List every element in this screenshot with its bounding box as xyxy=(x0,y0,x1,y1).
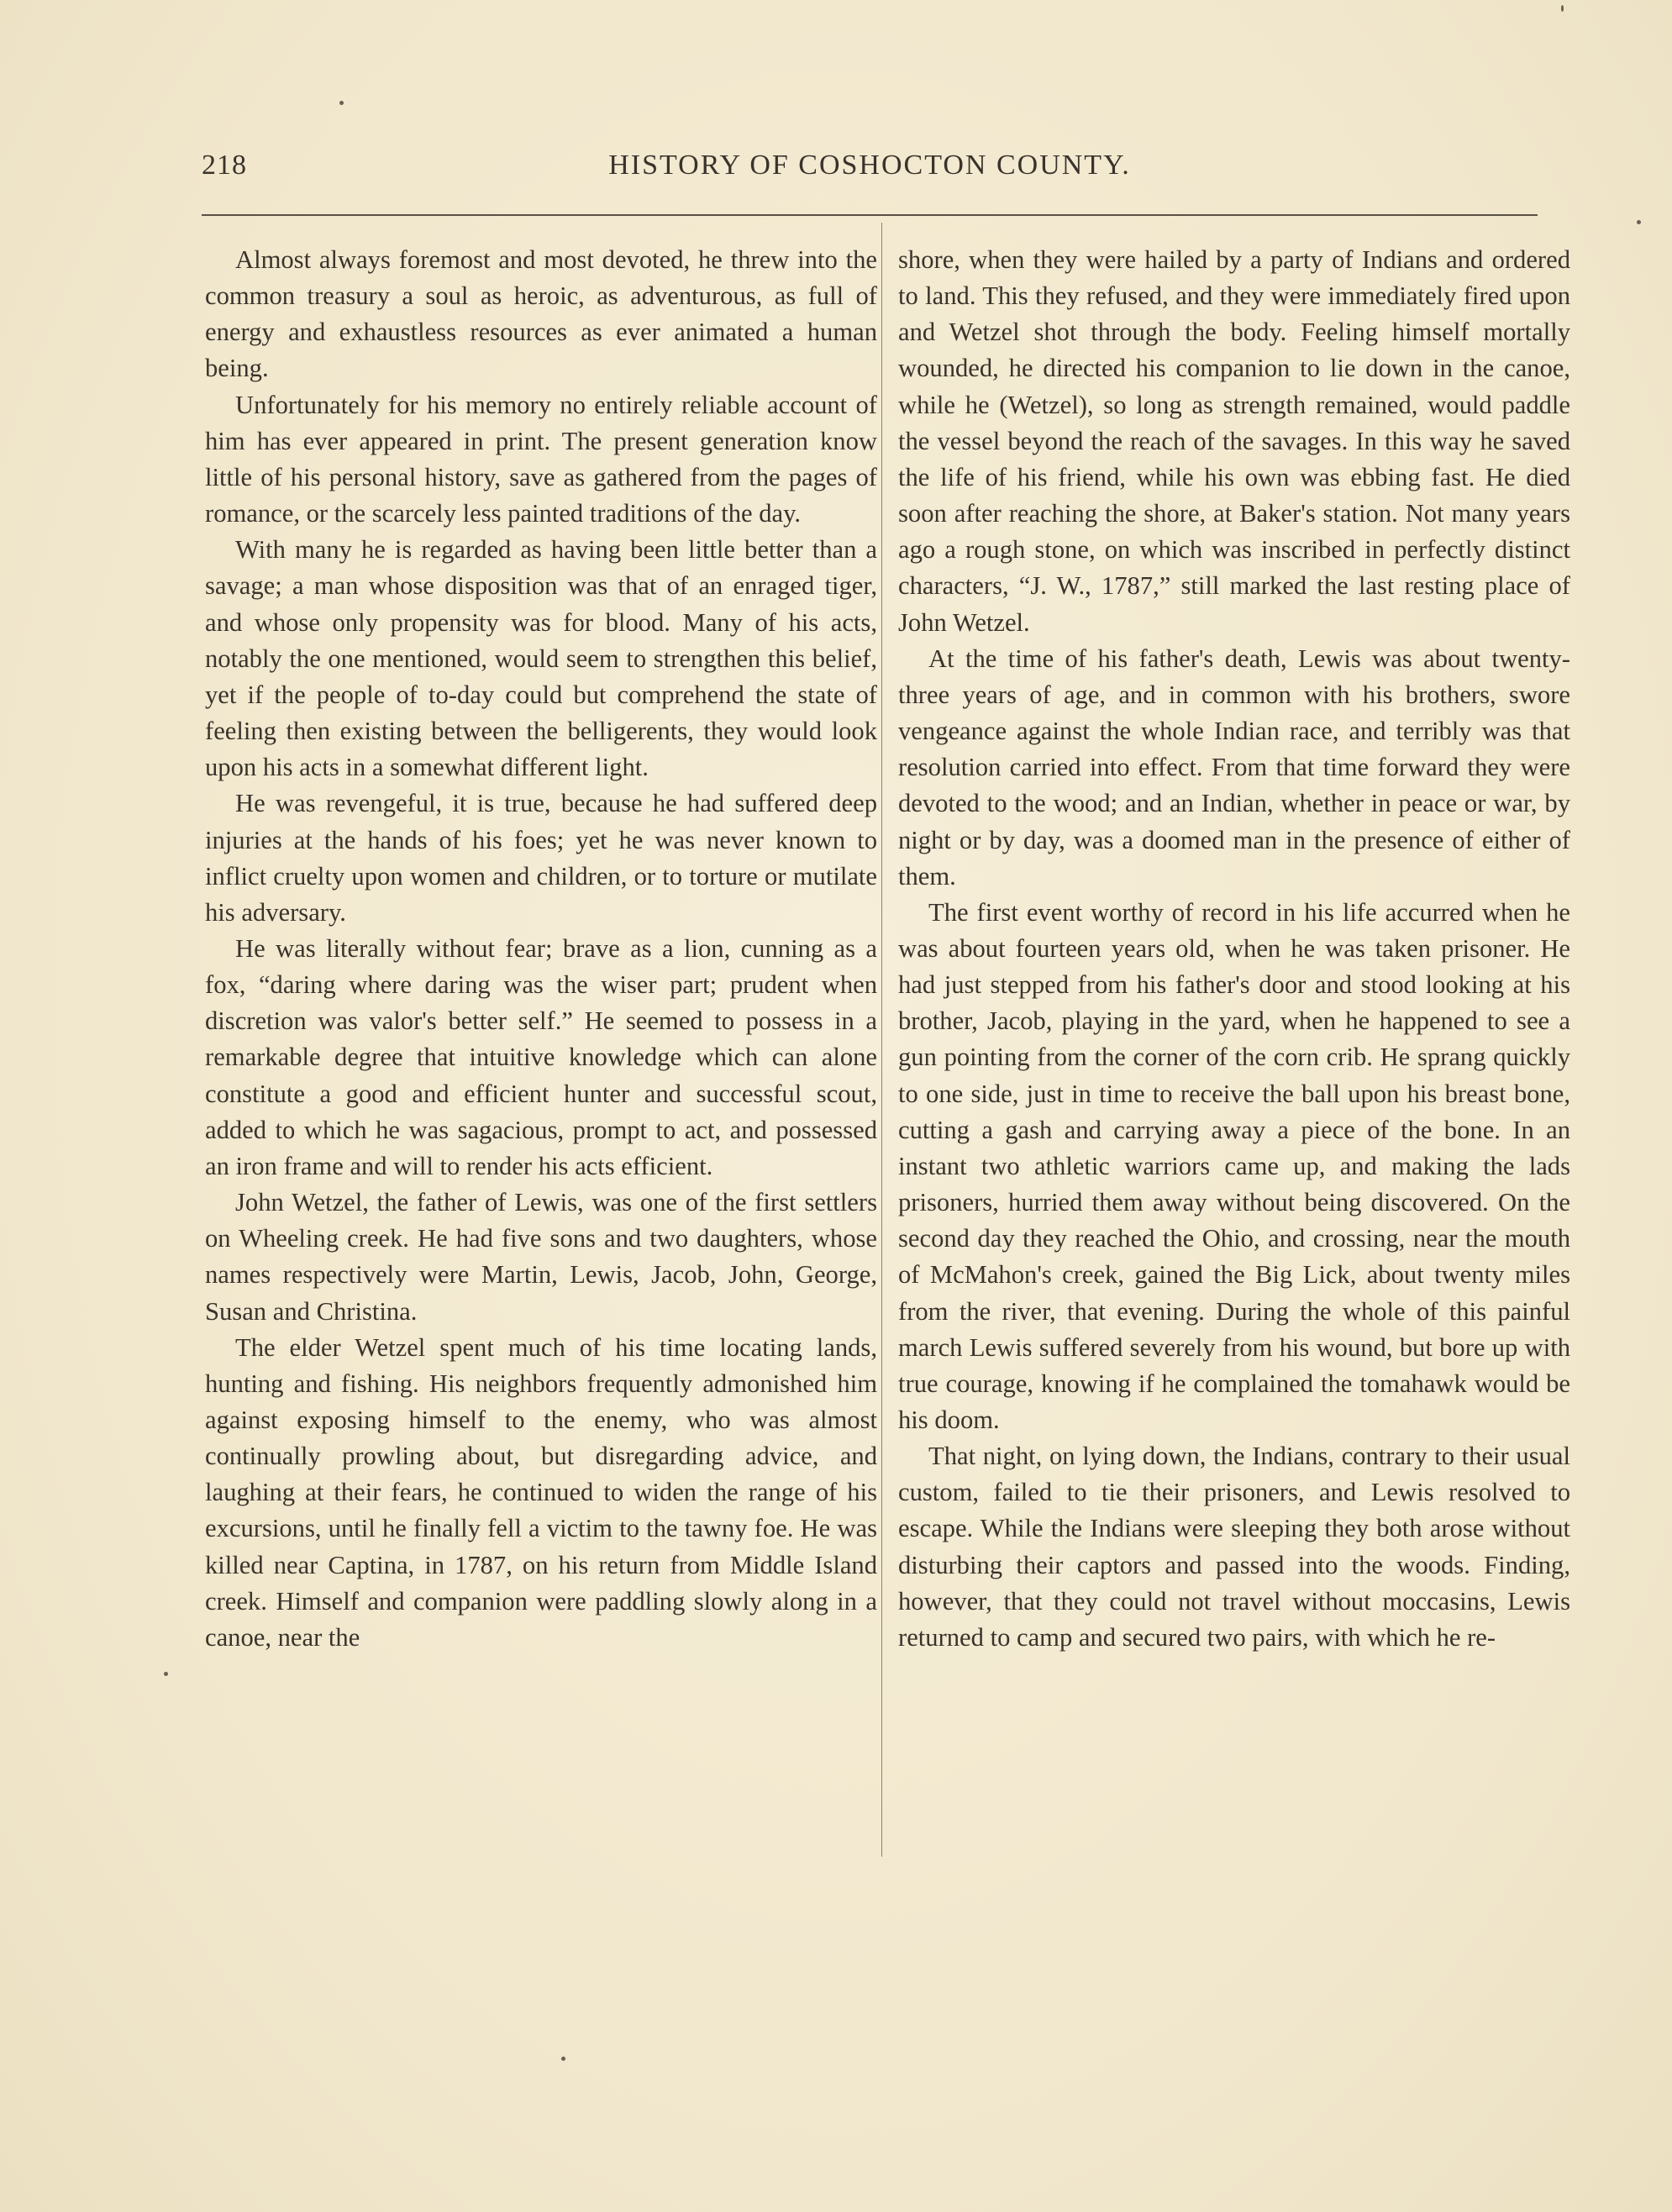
paragraph: The first event worthy of record in his life accurred when he was about fourteen years old, when he was taken prisoner. He had just stepped from his father's door and stood looking at his brother, Jacob, playing in the yard, when he happened to see a gun pointing from the corner of the corn crib. He sprang quickly to one side, just in time to receive the ball upon his breast bone, cutting a gash and carrying away a piece of the bone. In an instant two athletic warriors came up, and making the lads prisoners, hurried them away without being discovered. On the second day they reached the Ohio, and crossing, near the mouth of McMahon's creek, gained the Big Lick, about twenty miles from the river, that evening. During the whole of this painful march Lewis suffered severely from his wound, but bore up with true courage, knowing if he complained the tomahawk would be his doom. xyxy=(898,897,1570,1434)
paragraph: Almost always foremost and most devoted, he threw into the common treasury a soul as heroic, as adventurous, as full of energy and exhaustless resources as ever animated a human being. xyxy=(205,245,877,383)
page-header xyxy=(202,150,1538,200)
continued-paragraph: shore, when they were hailed by a party of Indians and ordered to land. This they refused, and they were immediately fired upon and Wetzel shot through the body. Feeling himself mortally wounded, he directed his companion to lie down in the canoe, while he (Wetzel), so long as strength remained, would paddle the vessel beyond the reach of the savages. In this way he saved the life of his friend, while his own was ebbing fast. He died soon after reaching the shore, at Baker's station. Not many years ago a rough stone, on which was inscribed in perfectly distinct characters, “J. W., 1787,” still marked the last resting place of John Wetzel. xyxy=(898,245,1570,637)
paragraph: The elder Wetzel spent much of his time locating lands, hunting and fishing. His neighbors frequently admonished him against exposing himself to the enemy, who was almost continually prowling about, but disregarding advice, and laughing at their fears, he continued to widen the range of his excursions, until he finally fell a victim to the tawny foe. He was killed near Captina, in 1787, on his return from Middle Island creek. Himself and companion were paddling slowly along in a canoe, near the xyxy=(205,1332,877,1652)
left-column xyxy=(205,242,877,1656)
ink-speck xyxy=(164,1672,168,1676)
paragraph: John Wetzel, the father of Lewis, was one of the first settlers on Wheeling creek. He had five sons and two daughters, whose names respectively were Martin, Lewis, Jacob, John, George, Susan and Christina. xyxy=(205,1188,877,1326)
paragraph: He was literally without fear; brave as a lion, cunning as a fox, “daring where daring was the wiser part; prudent when discretion was valor's better self.” He seemed to possess in a remarkable degree that intuitive knowledge which can alone constitute a good and efficient hunter and successful scout, added to which he was sagacious, prompt to act, and possessed an iron frame and will to render his acts efficient. xyxy=(205,933,877,1180)
header-rule xyxy=(202,214,1538,216)
page-number: 218 xyxy=(202,150,247,181)
paragraph: Unfortunately for his memory no entirely reliable account of him has ever appeared in print. The present generation know little of his personal history, save as gathered from the pages of romance, or the scarcely less painted traditions of the day. xyxy=(205,390,877,528)
paragraph: He was revengeful, it is true, because he had suffered deep injuries at the hands of his foes; yet he was never known to inflict cruelty upon women and children, or to torture or mutilate his adversary. xyxy=(205,789,877,927)
ink-speck xyxy=(1561,5,1564,12)
ink-speck xyxy=(561,2057,565,2061)
ink-speck xyxy=(339,101,344,105)
paragraph: At the time of his father's death, Lewis was about twenty-three years of age, and in common with his brothers, swore vengeance against the whole Indian race, and terribly was that resolution carried into effect. From that time forward they were devoted to the wood; and an Indian, whether in peace or war, by night or by day, was a doomed man in the presence of either of them. xyxy=(898,644,1570,891)
ink-speck xyxy=(1637,220,1641,224)
paragraph: That night, on lying down, the Indians, contrary to their usual custom, failed to tie their prisoners, and Lewis resolved to escape. While the Indians were sleeping they both arose without disturbing their captors and passed into the woods. Finding, however, that they could not travel without moccasins, Lewis returned to camp and secured two pairs, with which he re- xyxy=(898,1442,1570,1652)
column-divider xyxy=(881,223,882,1857)
running-title: HISTORY OF COSHOCTON COUNTY. xyxy=(608,150,1131,181)
paragraph: With many he is regarded as having been little better than a savage; a man whose disposition was that of an enraged tiger, and whose only propensity was for blood. Many of his acts, notably the one mentioned, would seem to strengthen this belief, yet if the people of to-day could but comprehend the state of feeling then existing between the belligerents, they would look upon his acts in a somewhat different light. xyxy=(205,535,877,782)
right-column xyxy=(898,242,1570,1656)
